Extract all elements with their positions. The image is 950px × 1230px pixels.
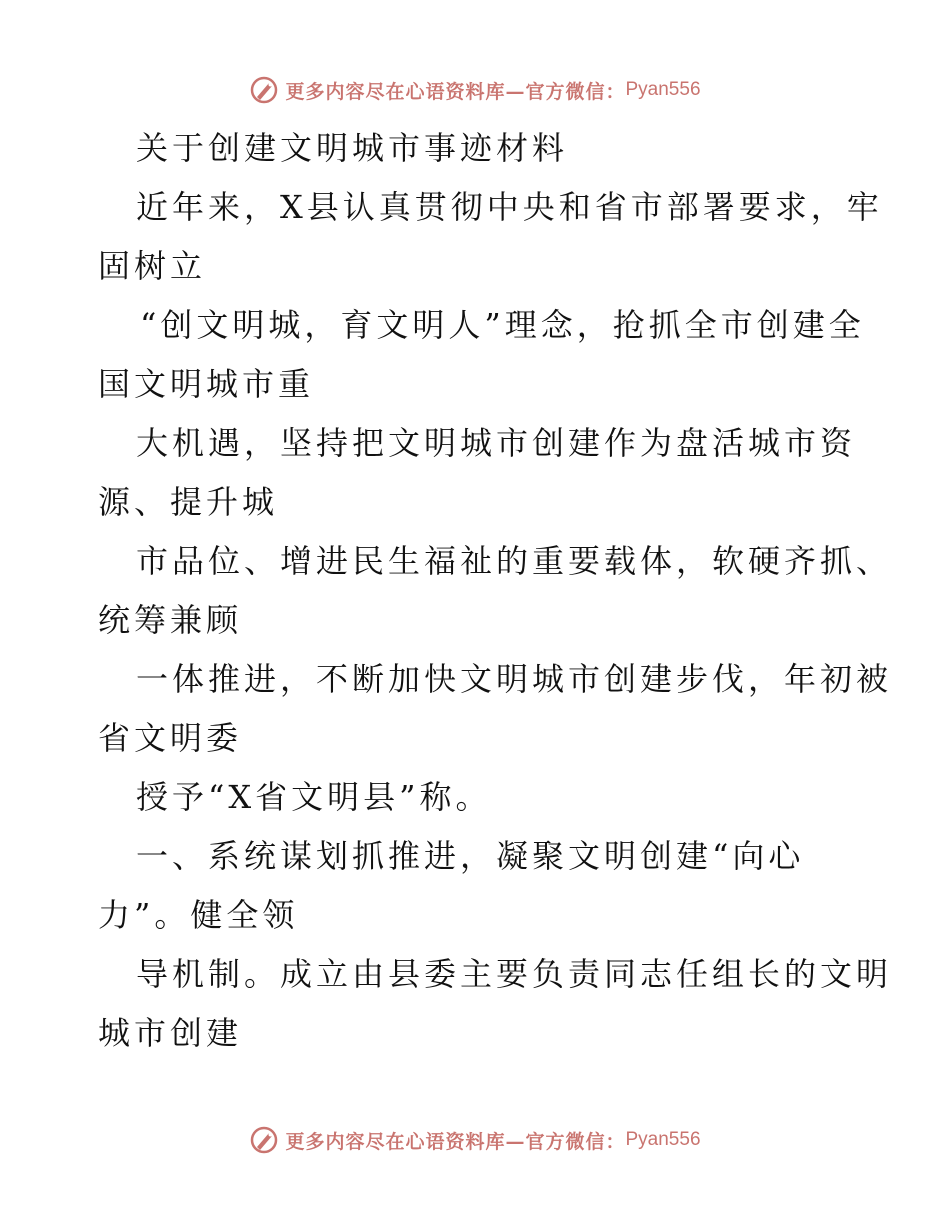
document-title: 关于创建文明城市事迹材料 [136, 129, 569, 167]
paragraph-line: 近年来，X县认真贯彻中央和省市部署要求，牢 [136, 188, 883, 226]
paragraph-line: 固树立 [98, 247, 207, 285]
banner-text: 更多内容尽在心语资料库—官方微信： [285, 80, 626, 103]
paragraph-line: 统筹兼顾 [98, 601, 243, 639]
paragraph-line: “创文明城，育文明人”理念，抢抓全市创建全 [140, 306, 865, 344]
header-banner [0, 70, 950, 110]
paragraph-line: 省文明委 [98, 719, 243, 757]
paragraph-line: 源、提升城 [98, 483, 279, 521]
banner-text: 更多内容尽在心语资料库—官方微信： [285, 1130, 626, 1153]
paragraph-line: 导机制。成立由县委主要负责同志任组长的文明 [136, 955, 893, 993]
banner-wechat-id: Pyan556 [625, 79, 701, 100]
section-heading-line: 一、系统谋划抓推进，凝聚文明创建“向心 [136, 837, 805, 875]
paragraph-line: 城市创建 [98, 1014, 243, 1052]
pen-logo-icon [249, 75, 279, 105]
section-heading-line: 力”。健全领 [98, 896, 299, 934]
paragraph-line: 国文明城市重 [98, 365, 315, 403]
paragraph-line: 市品位、增进民生福祉的重要载体，软硬齐抓、 [136, 542, 893, 580]
footer-banner [0, 1120, 950, 1160]
paragraph-line: 大机遇，坚持把文明城市创建作为盘活城市资 [136, 424, 857, 462]
banner-wechat-id: Pyan556 [625, 1129, 701, 1150]
paragraph-line: 授予“X省文明县”称。 [136, 778, 492, 816]
pen-logo-icon [249, 1125, 279, 1155]
paragraph-line: 一体推进，不断加快文明城市创建步伐，年初被 [136, 660, 893, 698]
